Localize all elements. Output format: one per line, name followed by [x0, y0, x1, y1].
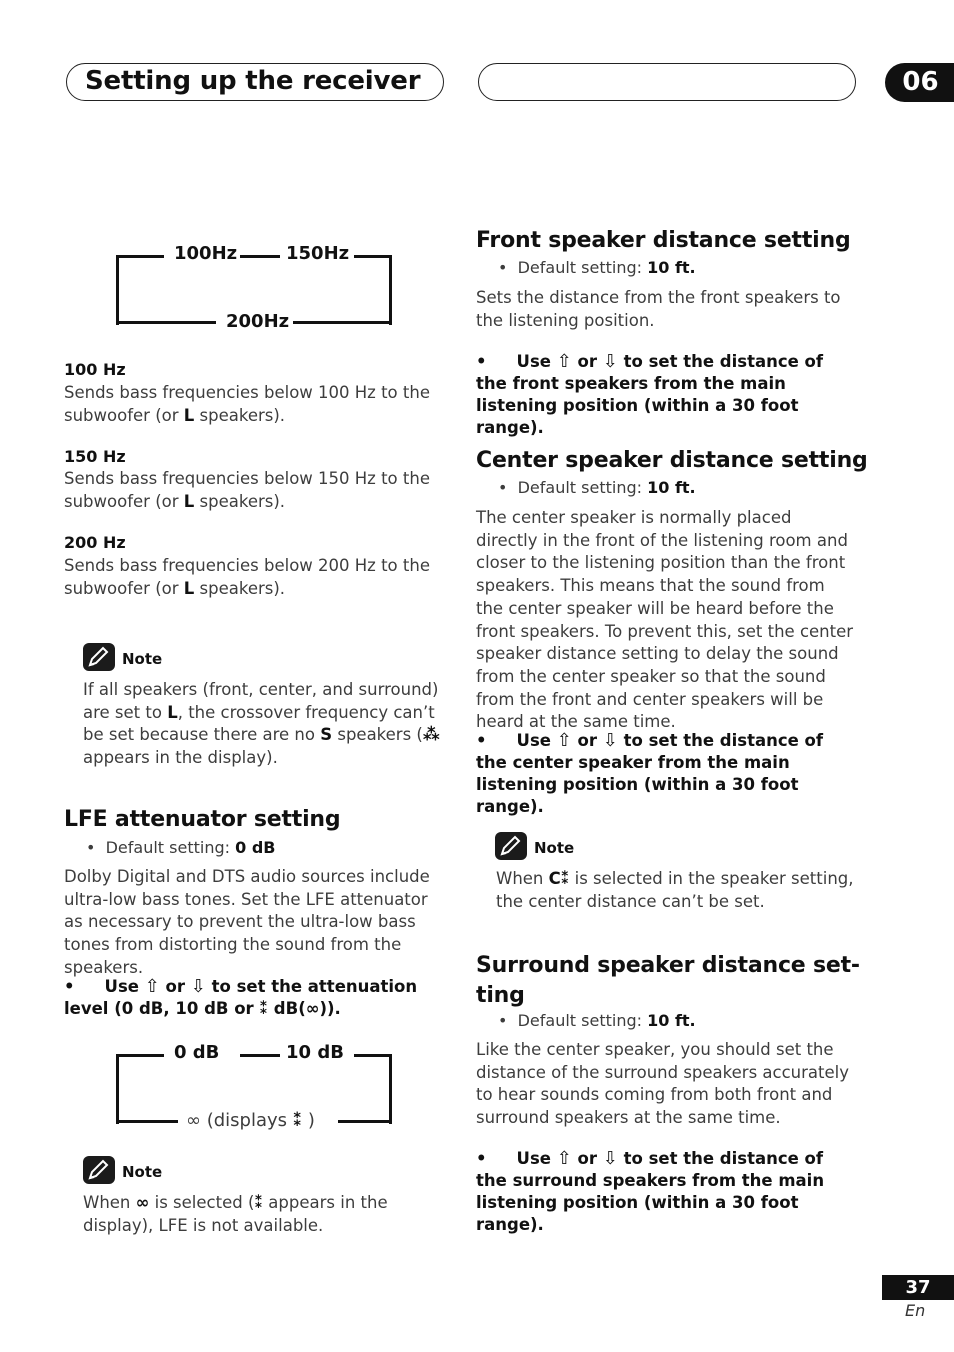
header-blank-box	[478, 63, 856, 101]
note1-text: If all speakers (front, center, and surround) are set to L, the crossover frequency can’t be set because there are no S speakers (⁂ appears in the display).	[83, 680, 440, 768]
lfe-option-0db: 0 dB	[174, 1042, 220, 1063]
crossover-option-150hz: 150Hz	[286, 243, 350, 264]
lfe-description: Dolby Digital and DTS audio sources include ultra-low bass tones. Set the LFE attenuator as necessary to prevent the ultra-low bass tones from distorting the sound from the speakers.	[64, 867, 430, 977]
note-label: Note	[122, 1163, 163, 1181]
front-default: • Default setting: 10 ft.	[498, 258, 696, 277]
page-title: Setting up the receiver	[85, 66, 421, 96]
item-150hz-text: Sends bass frequencies below 150 Hz to the subwoofer (or L speakers).	[64, 469, 430, 511]
down-arrow-icon: ⇩	[602, 351, 618, 372]
lfe-option-10db: 10 dB	[286, 1042, 344, 1063]
surround-description: Like the center speaker, you should set the distance of the surround speakers accurately to hear sounds coming from both front and surround speakers at the same time.	[476, 1040, 849, 1128]
chapter-number: 06	[885, 63, 954, 102]
note-pencil-icon	[495, 832, 527, 860]
crossover-option-200hz: 200Hz	[226, 311, 290, 332]
up-arrow-icon: ⇧	[556, 1148, 572, 1169]
note-label: Note	[534, 839, 575, 857]
center-heading: Center speaker distance setting	[476, 448, 868, 473]
center-instruction: • Use ⇧ or ⇩ to set the distance of the center speaker from the main listening position (within a 30 foot range).	[476, 730, 824, 816]
center-none-display-icon: C⁑	[548, 869, 570, 888]
center-default: • Default setting: 10 ft.	[498, 478, 696, 497]
display-symbol-icon: ⁑	[292, 1110, 303, 1131]
note-pencil-icon	[83, 643, 115, 671]
up-arrow-icon: ⇧	[144, 976, 160, 997]
note-label: Note	[122, 650, 163, 668]
surround-instruction: • Use ⇧ or ⇩ to set the distance of the surround speakers from the main listening position (within a 30 foot range).	[476, 1148, 825, 1234]
display-symbol-icon: ⁑	[259, 999, 269, 1018]
display-symbol-icon: ⁑	[254, 1193, 264, 1212]
note2-text: When ∞ is selected (⁑ appears in the display), LFE is not available.	[83, 1193, 388, 1235]
up-arrow-icon: ⇧	[556, 351, 572, 372]
item-200hz-text: Sends bass frequencies below 200 Hz to the subwoofer (or L speakers).	[64, 556, 430, 598]
lfe-heading: LFE attenuator setting	[64, 807, 341, 832]
surround-heading: Surround speaker distance set- ting	[476, 953, 860, 1008]
note3-text: When C⁑ is selected in the speaker setting, the center distance can’t be set.	[496, 869, 854, 911]
page-language: En	[905, 1301, 926, 1320]
down-arrow-icon: ⇩	[602, 1148, 618, 1169]
item-100hz-title: 100 Hz	[64, 360, 126, 379]
surround-default: • Default setting: 10 ft.	[498, 1011, 696, 1030]
center-description: The center speaker is normally placed directly in the front of the listening room and closer to the listening position than the front speakers. This means that the sound from the center speaker will be heard before the front speakers. To prevent this, set the center speaker distance setting to delay the sound from the center speaker so that the sound from the front and center speakers will be heard at the same time.	[476, 508, 854, 732]
front-description: Sets the distance from the front speakers to the listening position.	[476, 288, 841, 330]
up-arrow-icon: ⇧	[556, 730, 572, 751]
note-pencil-icon	[83, 1156, 115, 1184]
page-number: 37	[882, 1275, 954, 1300]
down-arrow-icon: ⇩	[602, 730, 618, 751]
header-title-box	[66, 63, 444, 101]
item-150hz-title: 150 Hz	[64, 447, 126, 466]
item-100hz-text: Sends bass frequencies below 100 Hz to the subwoofer (or L speakers).	[64, 383, 430, 425]
front-instruction: • Use ⇧ or ⇩ to set the distance of the front speakers from the main listening position (within a 30 foot range).	[476, 351, 824, 437]
lfe-instruction: • Use ⇧ or ⇩ to set the attenuation level (0 dB, 10 dB or ⁑ dB(∞)).	[64, 976, 418, 1018]
down-arrow-icon: ⇩	[190, 976, 206, 997]
item-200hz-title: 200 Hz	[64, 533, 126, 552]
infinity-icon: ∞	[135, 1193, 150, 1212]
front-heading: Front speaker distance setting	[476, 228, 851, 253]
speaker-none-display-icon: ⁂	[422, 725, 440, 745]
lfe-option-infinity: ∞ (displays ⁑ )	[186, 1110, 315, 1131]
lfe-default: • Default setting: 0 dB	[86, 838, 276, 857]
crossover-option-100hz: 100Hz	[174, 243, 238, 264]
